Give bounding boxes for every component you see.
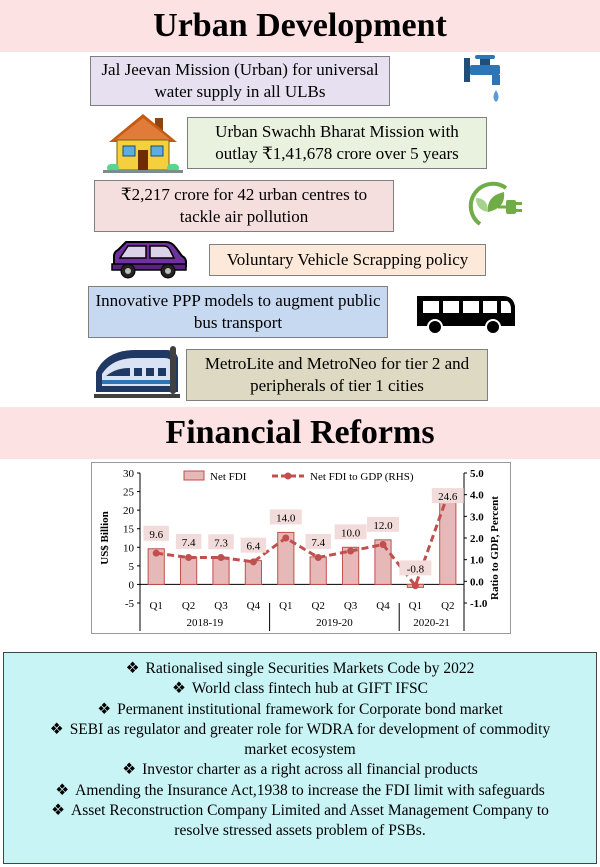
quarter-label: Q1 [279,600,293,612]
reform-item: ❖ Rationalised single Securities Markets Code by 2022 [125,660,475,677]
vehicle-scrapping-text: Voluntary Vehicle Scrapping policy [226,250,469,269]
metrolite-box [186,349,488,401]
bullet-icon: ❖ [171,680,186,698]
quarter-label: Q1 [408,600,423,612]
net-fdi-chart-svg [92,463,510,633]
right-tick-label: 3.0 [470,511,484,524]
fdi-bar [181,557,197,584]
left-axis-title: US$ Billion [99,511,111,565]
quarter-label: Q1 [149,600,163,612]
net-fdi-chart [91,462,511,634]
data-label: 12.0 [373,519,393,532]
data-label: 6.4 [246,540,261,553]
metro-train-icon [94,346,180,402]
bus-icon [413,292,517,336]
legend-bar-swatch [184,471,204,480]
right-tick-label: 5.0 [470,468,484,480]
quarter-label: Q3 [214,600,228,612]
legend-bar-label: Net FDI [210,471,247,483]
right-tick-label: 2.0 [470,533,484,545]
bullet-icon: ❖ [97,700,112,718]
ppp-bus-box [88,286,388,338]
financial-reforms-title: Financial Reforms [165,414,435,451]
data-label: 24.6 [438,491,458,504]
fdi-bar [213,557,229,584]
left-tick-label: 5 [128,560,134,573]
urban-development-banner [0,0,600,52]
vehicle-scrapping-box [209,244,486,276]
ratio-point [315,554,322,561]
air-pollution-text: ₹2,217 crore for 42 urban centres to tackle air pollution [120,185,368,226]
bullet-icon: ❖ [125,660,140,677]
data-label: 7.3 [214,537,228,550]
jal-jeevan-box [90,56,390,106]
reform-item: ❖ SEBI as regulator and greater role for WDRA for development of commodity market ecosystem [49,720,551,759]
ratio-point [347,548,354,555]
swachh-bharat-box [187,117,487,169]
quarter-label: Q2 [311,600,325,612]
right-axis-title: Ratio to GDP, Percent [489,496,501,600]
quarter-label: Q4 [246,600,261,612]
bullet-icon: ❖ [122,761,137,779]
legend-line-marker [285,473,292,480]
air-pollution-box [94,180,394,232]
data-label: 9.6 [149,528,164,541]
reform-item: ❖ Investor charter as a right across all financial products [122,761,478,779]
ratio-point [282,535,289,542]
left-tick-label: 0 [128,579,134,592]
bullet-icon: ❖ [55,781,70,799]
data-label: -0.8 [406,563,425,576]
bullet-icon: ❖ [51,802,66,820]
metrolite-text: MetroLite and MetroNeo for tier 2 and peripherals of tier 1 cities [204,354,470,395]
right-tick-label: 4.0 [470,489,484,502]
right-tick-label: -1.0 [470,598,488,610]
quarter-label: Q3 [343,600,358,612]
right-tick-label: 1.0 [470,554,484,567]
left-tick-label: 15 [123,523,134,536]
chart-legend [184,471,414,483]
quarter-label: Q2 [441,600,455,612]
data-label: 10.0 [340,527,361,540]
ratio-point [185,554,192,561]
quarter-label: Q4 [376,600,390,612]
urban-development-title: Urban Development [153,7,447,44]
car-icon [108,238,188,280]
eco-plug-icon [466,178,526,230]
ppp-bus-text: Innovative PPP models to augment public bus transport [95,291,381,332]
data-label: 7.4 [181,536,196,549]
financial-reforms-list [3,652,597,864]
fdi-bar [310,557,326,584]
year-label: 2018-19 [186,617,224,629]
financial-reforms-banner [0,407,600,459]
ratio-point [250,558,257,565]
year-label: 2019-20 [316,617,353,629]
left-tick-label: -5 [124,598,134,610]
left-tick-label: 10 [123,542,134,555]
left-tick-label: 25 [123,486,134,499]
swachh-bharat-text: Urban Swachh Bharat Mission with outlay ₹1,41,678 crore over 5 years [215,122,459,163]
ratio-point [218,554,225,561]
bullet-icon: ❖ [49,720,64,738]
data-label: 7.4 [311,536,326,549]
reform-item: ❖ Amending the Insurance Act,1938 to increase the FDI limit with safeguards [55,781,545,799]
left-tick-label: 20 [123,505,134,518]
water-tap-icon [458,52,518,110]
left-tick-label: 30 [123,468,134,480]
ratio-point [412,582,419,589]
reform-item: ❖ World class fintech hub at GIFT IFSC [171,680,429,698]
data-label: 14.0 [276,512,296,525]
reform-item: ❖ Asset Reconstruction Company Limited and Asset Management Company to resolve stressed assets problem of PSBs. [51,802,549,840]
legend-line-label: Net FDI to GDP (RHS) [310,471,414,483]
year-label: 2020-21 [413,617,450,629]
jal-jeevan-text: Jal Jeevan Mission (Urban) for universal water supply in all ULBs [101,60,379,101]
ratio-point [153,550,160,557]
reform-item: ❖ Permanent institutional framework for Corporate bond market [97,700,503,718]
house-icon [103,108,183,174]
quarter-label: Q2 [181,600,196,612]
right-tick-label: 0.0 [470,576,484,589]
ratio-point [380,541,387,548]
